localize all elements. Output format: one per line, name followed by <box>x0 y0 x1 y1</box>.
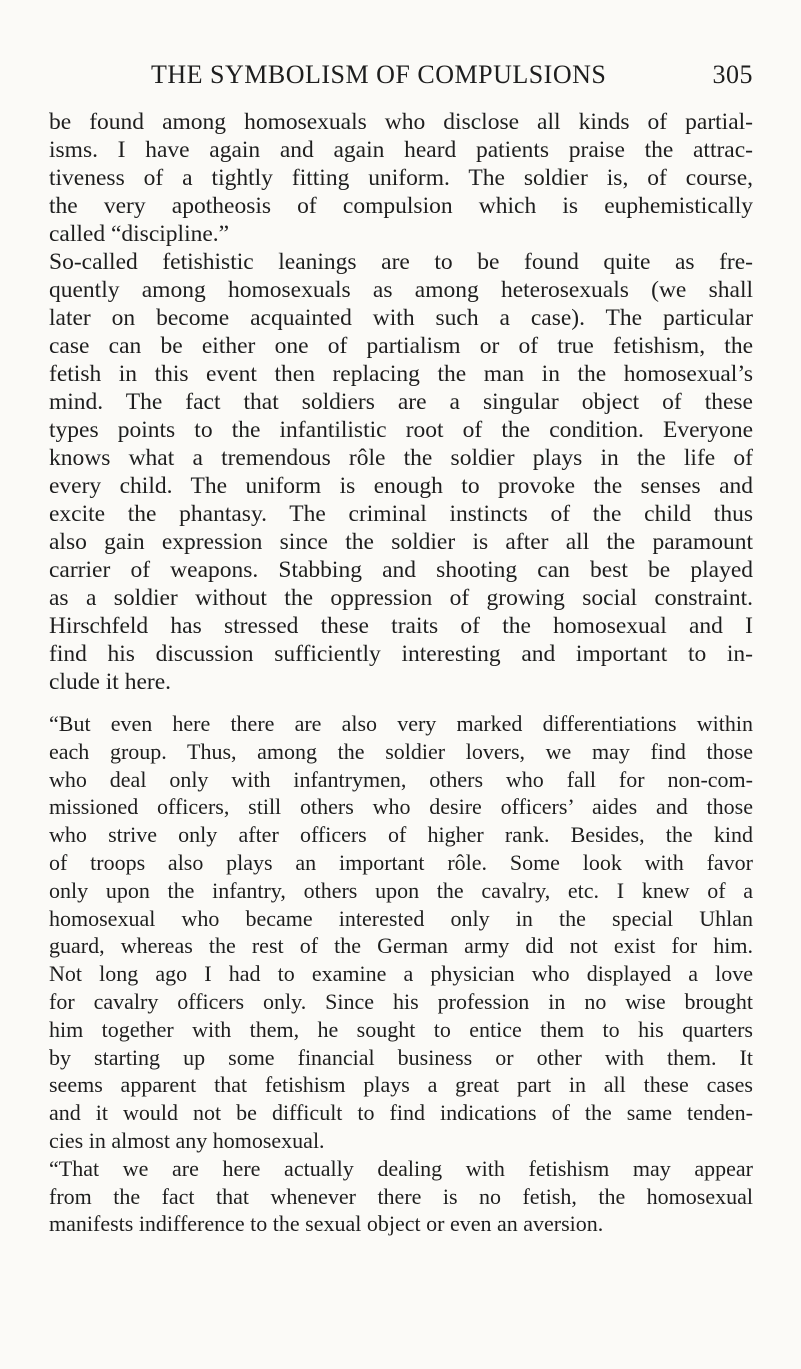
text-line: homosexual who became interested only in the special Uhlan <box>49 905 753 931</box>
text-line: him together with them, he sought to entice them to his quarters <box>49 1016 753 1042</box>
text-line: missioned officers, still others who desire officers’ aides and those <box>49 794 753 820</box>
chapter-title: THE SYMBOLISM OF COMPULSIONS <box>151 60 607 89</box>
text-line: “That we are here actually dealing with fetishism may appear <box>49 1155 753 1181</box>
paragraph-2 <box>49 248 753 696</box>
text-line: quently among homosexuals as among heterosexuals (we shall <box>49 277 753 303</box>
text-line: isms. I have again and again heard patients praise the attrac- <box>49 137 753 163</box>
text-line: guard, whereas the rest of the German army did not exist for him. <box>49 933 753 959</box>
text-line: So-called fetishistic leanings are to be found quite as fre- <box>49 249 753 275</box>
text-line: for cavalry officers only. Since his profession in no wise brought <box>49 988 753 1014</box>
text-line: of troops also plays an important rôle. Some look with favor <box>49 849 753 875</box>
text-line: carrier of weapons. Stabbing and shooting can best be played <box>49 557 753 583</box>
text-line: “But even here there are also very marked differentiations within <box>49 711 753 736</box>
text-line: who strive only after officers of higher rank. Besides, the kind <box>49 822 753 848</box>
text-line: the very apotheosis of compulsion which is euphemistically <box>49 193 753 219</box>
text-line: Not long ago I had to examine a physician who displayed a love <box>49 961 753 987</box>
page-number: 305 <box>712 60 753 89</box>
text-line: types points to the infantilistic root of the condition. Everyone <box>49 417 753 443</box>
body-text <box>49 108 753 1238</box>
text-line: fetish in this event then replacing the man in the homosexual’s <box>49 361 753 387</box>
text-line: mind. The fact that soldiers are a singular object of these <box>49 389 753 415</box>
text-line: later on become acquainted with such a case). The particular <box>49 305 753 331</box>
text-line: also gain expression since the soldier is after all the paramount <box>49 529 753 555</box>
quotation-2 <box>49 1155 753 1238</box>
text-line: be found among homosexuals who disclose all kinds of partial- <box>49 109 753 135</box>
text-line: from the fact that whenever there is no fetish, the homosexual <box>49 1183 753 1209</box>
text-line: seems apparent that fetishism plays a great part in all these cases <box>49 1072 753 1098</box>
text-line: as a soldier without the oppression of growing social constraint. <box>49 585 753 611</box>
text-line: clude it here. <box>49 669 172 695</box>
text-line: tiveness of a tightly fitting uniform. The soldier is, of course, <box>49 165 753 191</box>
running-head <box>151 60 753 96</box>
text-line: each group. Thus, among the soldier lovers, we may find those <box>49 738 753 764</box>
text-line: cies in almost any homosexual. <box>49 1127 325 1153</box>
text-line: manifests indifference to the sexual object or even an aversion. <box>49 1211 604 1237</box>
paragraph-1 <box>49 108 753 248</box>
text-line: excite the phantasy. The criminal instincts of the child thus <box>49 501 753 527</box>
text-line: who deal only with infantrymen, others who fall for non-com- <box>49 766 753 792</box>
quotation-1 <box>49 710 753 1155</box>
text-line: every child. The uniform is enough to provoke the senses and <box>49 473 753 499</box>
text-line: Hirschfeld has stressed these traits of the homosexual and I <box>49 613 753 639</box>
text-line: and it would not be difficult to find indications of the same tenden- <box>49 1100 753 1126</box>
text-line: case can be either one of partialism or of true fetishism, the <box>49 333 753 359</box>
paragraph-spacer <box>49 696 753 710</box>
text-line: by starting up some financial business or other with them. It <box>49 1044 753 1070</box>
text-line: knows what a tremendous rôle the soldier plays in the life of <box>49 445 753 471</box>
text-line: only upon the infantry, others upon the cavalry, etc. I knew of a <box>49 877 753 903</box>
text-line: called “discipline.” <box>49 221 230 247</box>
text-line: find his discussion sufficiently interesting and important to in- <box>49 641 753 667</box>
